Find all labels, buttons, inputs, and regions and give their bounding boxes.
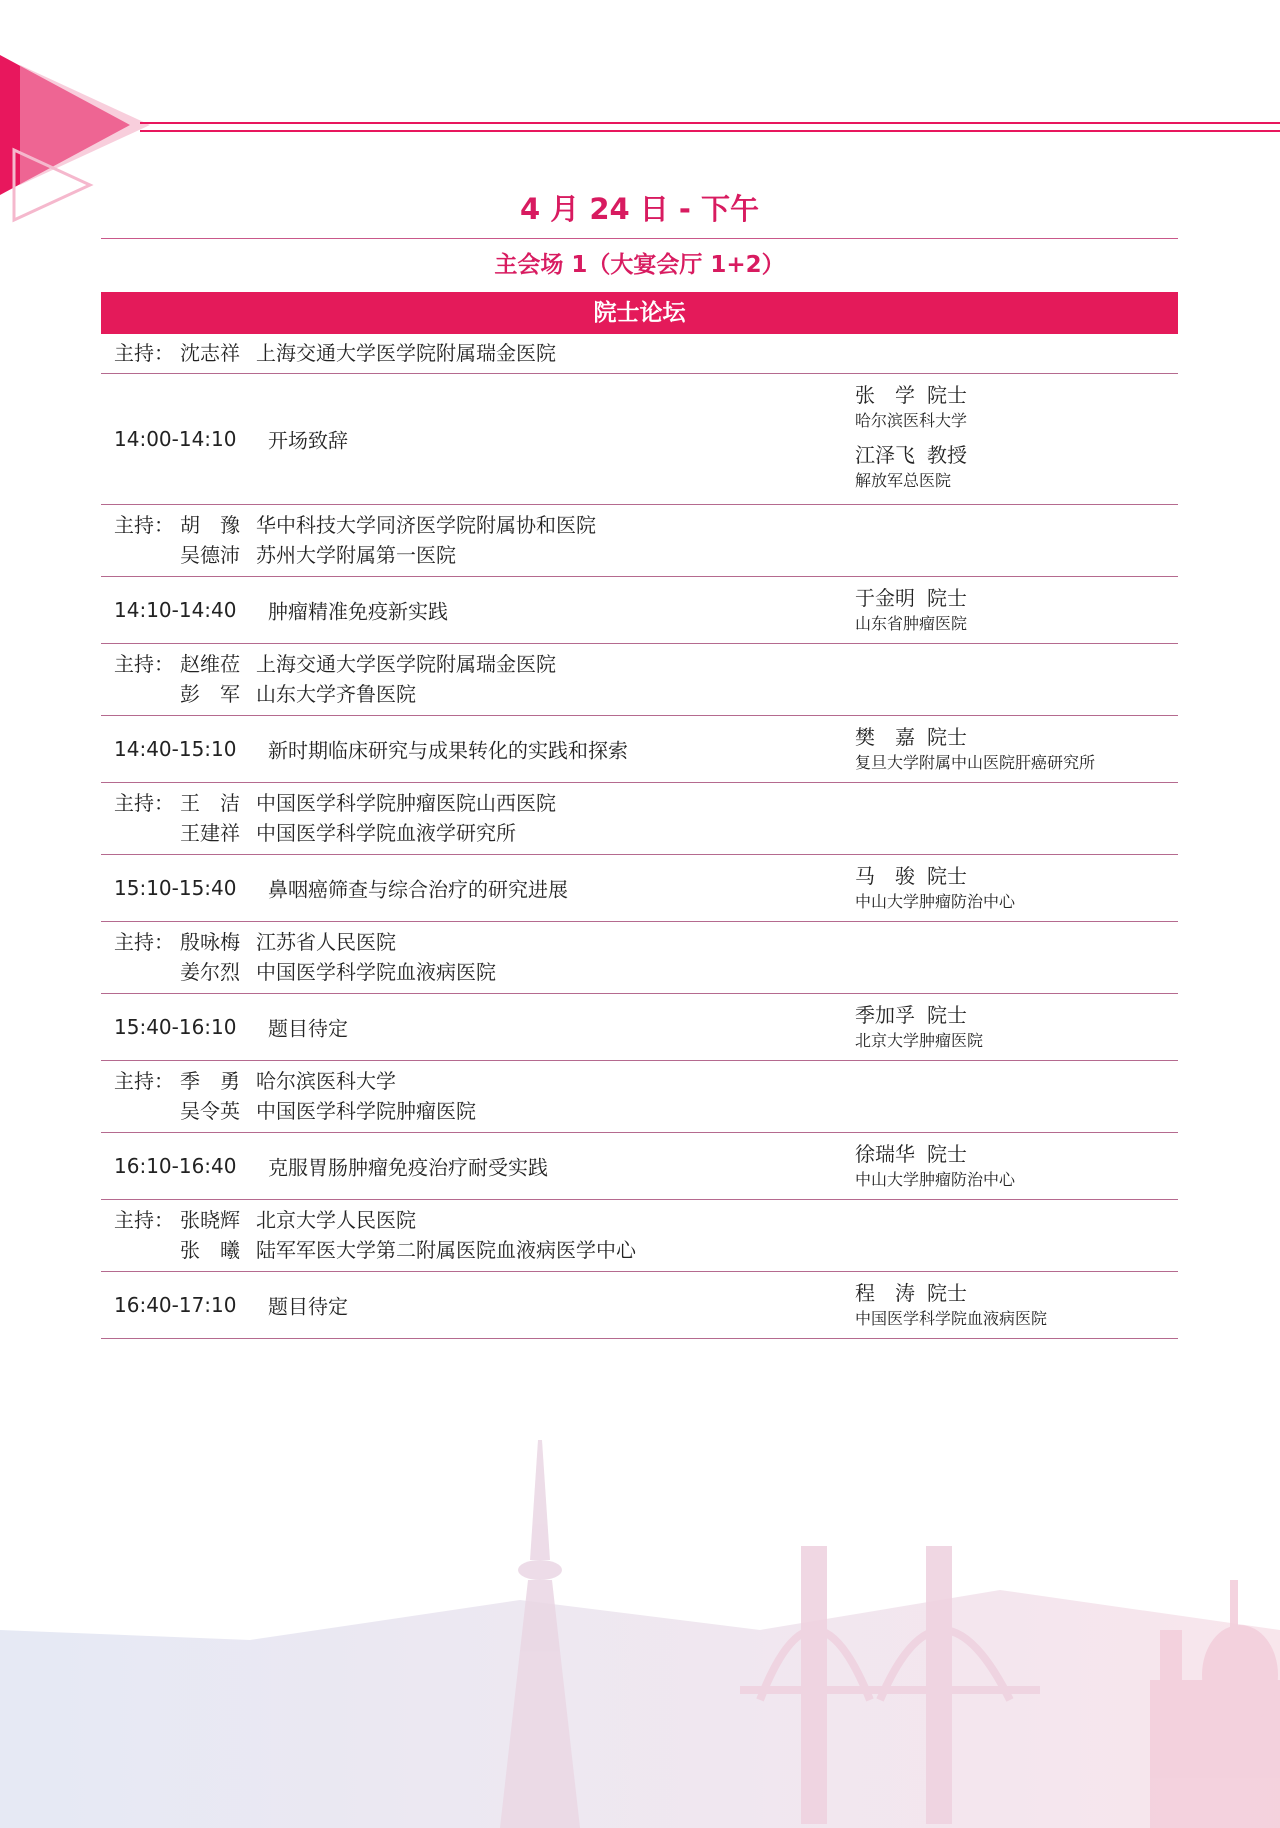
speaker-title: 院士 (927, 383, 967, 407)
talk-row (101, 855, 1178, 922)
host-name: 沈志祥 (180, 341, 240, 365)
talk-title: 题目待定 (268, 1016, 348, 1041)
talk-time: 14:40-15:10 (114, 737, 237, 761)
host-org: 中国医学科学院肿瘤医院 (256, 1099, 476, 1123)
host-org: 中国医学科学院肿瘤医院山西医院 (256, 791, 556, 815)
talk-row (101, 1133, 1178, 1200)
speaker-title: 院士 (927, 586, 967, 610)
speaker (855, 1139, 1015, 1191)
date-title: 4 月 24 日 - 下午 (101, 180, 1178, 239)
host-name: 吴令英 (180, 1099, 240, 1123)
speaker (855, 1000, 983, 1052)
speaker-name: 徐瑞华 (855, 1142, 915, 1166)
speaker-name: 马 骏 (855, 864, 915, 888)
host-line (114, 510, 596, 540)
host-org: 江苏省人民医院 (256, 930, 396, 954)
host-line (114, 679, 416, 709)
host-line (114, 788, 556, 818)
talk-row (101, 374, 1178, 505)
talk-row (101, 577, 1178, 644)
host-org: 上海交通大学医学院附属瑞金医院 (256, 341, 556, 365)
host-name: 张晓辉 (180, 1208, 240, 1232)
host-line (114, 818, 516, 848)
host-line (114, 540, 456, 570)
host-org: 上海交通大学医学院附属瑞金医院 (256, 652, 556, 676)
talk-title: 开场致辞 (268, 428, 348, 453)
talk-row (101, 716, 1178, 783)
host-line (114, 1205, 416, 1235)
section-bar: 院士论坛 (101, 292, 1178, 334)
host-label: 主持： (114, 1208, 174, 1232)
speaker (855, 440, 967, 492)
speaker-name: 张 学 (855, 383, 915, 407)
speaker-title: 院士 (927, 864, 967, 888)
host-name: 殷咏梅 (180, 930, 240, 954)
speaker-affiliation: 复旦大学附属中山医院肝癌研究所 (855, 753, 1096, 772)
speaker (855, 722, 1095, 774)
host-row (101, 1061, 1178, 1133)
host-line (114, 957, 496, 987)
talk-title: 克服胃肠肿瘤免疫治疗耐受实践 (268, 1155, 548, 1180)
speaker-title: 院士 (927, 725, 967, 749)
host-label: 主持： (114, 513, 174, 537)
host-org: 山东大学齐鲁医院 (256, 682, 416, 706)
talk-time: 16:10-16:40 (114, 1154, 237, 1178)
host-label: 主持： (114, 652, 174, 676)
host-org: 华中科技大学同济医学院附属协和医院 (256, 513, 596, 537)
talk-title: 鼻咽癌筛查与综合治疗的研究进展 (268, 877, 568, 902)
talk-title: 新时期临床研究与成果转化的实践和探索 (268, 738, 628, 763)
host-row (101, 644, 1178, 716)
speaker-title: 院士 (927, 1281, 967, 1305)
talk-title: 题目待定 (268, 1294, 348, 1319)
host-line (114, 649, 556, 679)
host-row (101, 505, 1178, 577)
speaker (855, 861, 1015, 913)
talk-title: 肿瘤精准免疫新实践 (268, 599, 448, 624)
host-line (114, 338, 556, 368)
venue-title: 主会场 1（大宴会厅 1+2） (494, 252, 785, 278)
host-org: 中国医学科学院血液病医院 (256, 960, 496, 984)
host-label: 主持： (114, 341, 174, 365)
speaker-name: 樊 嘉 (855, 725, 915, 749)
host-label: 主持： (114, 1069, 174, 1093)
host-org: 陆军军医大学第二附属医院血液病医学中心 (256, 1238, 636, 1262)
host-name: 季 勇 (180, 1069, 240, 1093)
speaker-affiliation: 山东省肿瘤医院 (855, 614, 968, 633)
host-line (114, 927, 396, 957)
speaker-name: 于金明 (855, 586, 915, 610)
host-name: 吴德沛 (180, 543, 240, 567)
host-row (101, 783, 1178, 855)
speaker-affiliation: 中国医学科学院血液病医院 (855, 1309, 1048, 1328)
speaker-title: 院士 (927, 1003, 967, 1027)
city-skyline-decoration (0, 1440, 1280, 1828)
host-org: 中国医学科学院血液学研究所 (256, 821, 516, 845)
schedule-content (101, 180, 1178, 1339)
host-line (114, 1066, 396, 1096)
host-name: 胡 豫 (180, 513, 240, 537)
host-org: 北京大学人民医院 (256, 1208, 416, 1232)
speaker-title: 院士 (927, 1142, 967, 1166)
speaker-name: 程 涛 (855, 1281, 915, 1305)
host-name: 赵维莅 (180, 652, 240, 676)
host-row (101, 1200, 1178, 1272)
host-name: 张 曦 (180, 1238, 240, 1262)
speaker-affiliation: 解放军总医院 (855, 471, 952, 490)
speaker (855, 380, 967, 432)
arrow-shape-light (20, 65, 150, 185)
talk-time: 14:00-14:10 (114, 427, 237, 451)
speaker-name: 江泽飞 (855, 443, 915, 467)
host-org: 哈尔滨医科大学 (256, 1069, 396, 1093)
host-row (101, 922, 1178, 994)
speaker-affiliation: 北京大学肿瘤医院 (855, 1031, 984, 1050)
speaker (855, 1278, 1047, 1330)
host-name: 王 洁 (180, 791, 240, 815)
speaker-title: 教授 (927, 443, 967, 467)
host-line (114, 1096, 476, 1126)
talk-time: 14:10-14:40 (114, 598, 237, 622)
talk-time: 15:40-16:10 (114, 1015, 237, 1039)
speaker-name: 季加孚 (855, 1003, 915, 1027)
talk-time: 16:40-17:10 (114, 1293, 237, 1317)
talk-row (101, 994, 1178, 1061)
speaker-affiliation: 哈尔滨医科大学 (855, 411, 968, 430)
talk-time: 15:10-15:40 (114, 876, 237, 900)
speaker-affiliation: 中山大学肿瘤防治中心 (855, 1170, 1016, 1189)
host-name: 王建祥 (180, 821, 240, 845)
host-org: 苏州大学附属第一医院 (256, 543, 456, 567)
speaker (855, 583, 967, 635)
host-line (114, 1235, 636, 1265)
talk-row (101, 1272, 1178, 1339)
host-row (101, 334, 1178, 374)
skyline-ground (0, 1590, 1280, 1828)
speaker-affiliation: 中山大学肿瘤防治中心 (855, 892, 1016, 911)
host-name: 彭 军 (180, 682, 240, 706)
host-name: 姜尔烈 (180, 960, 240, 984)
host-label: 主持： (114, 930, 174, 954)
host-label: 主持： (114, 791, 174, 815)
